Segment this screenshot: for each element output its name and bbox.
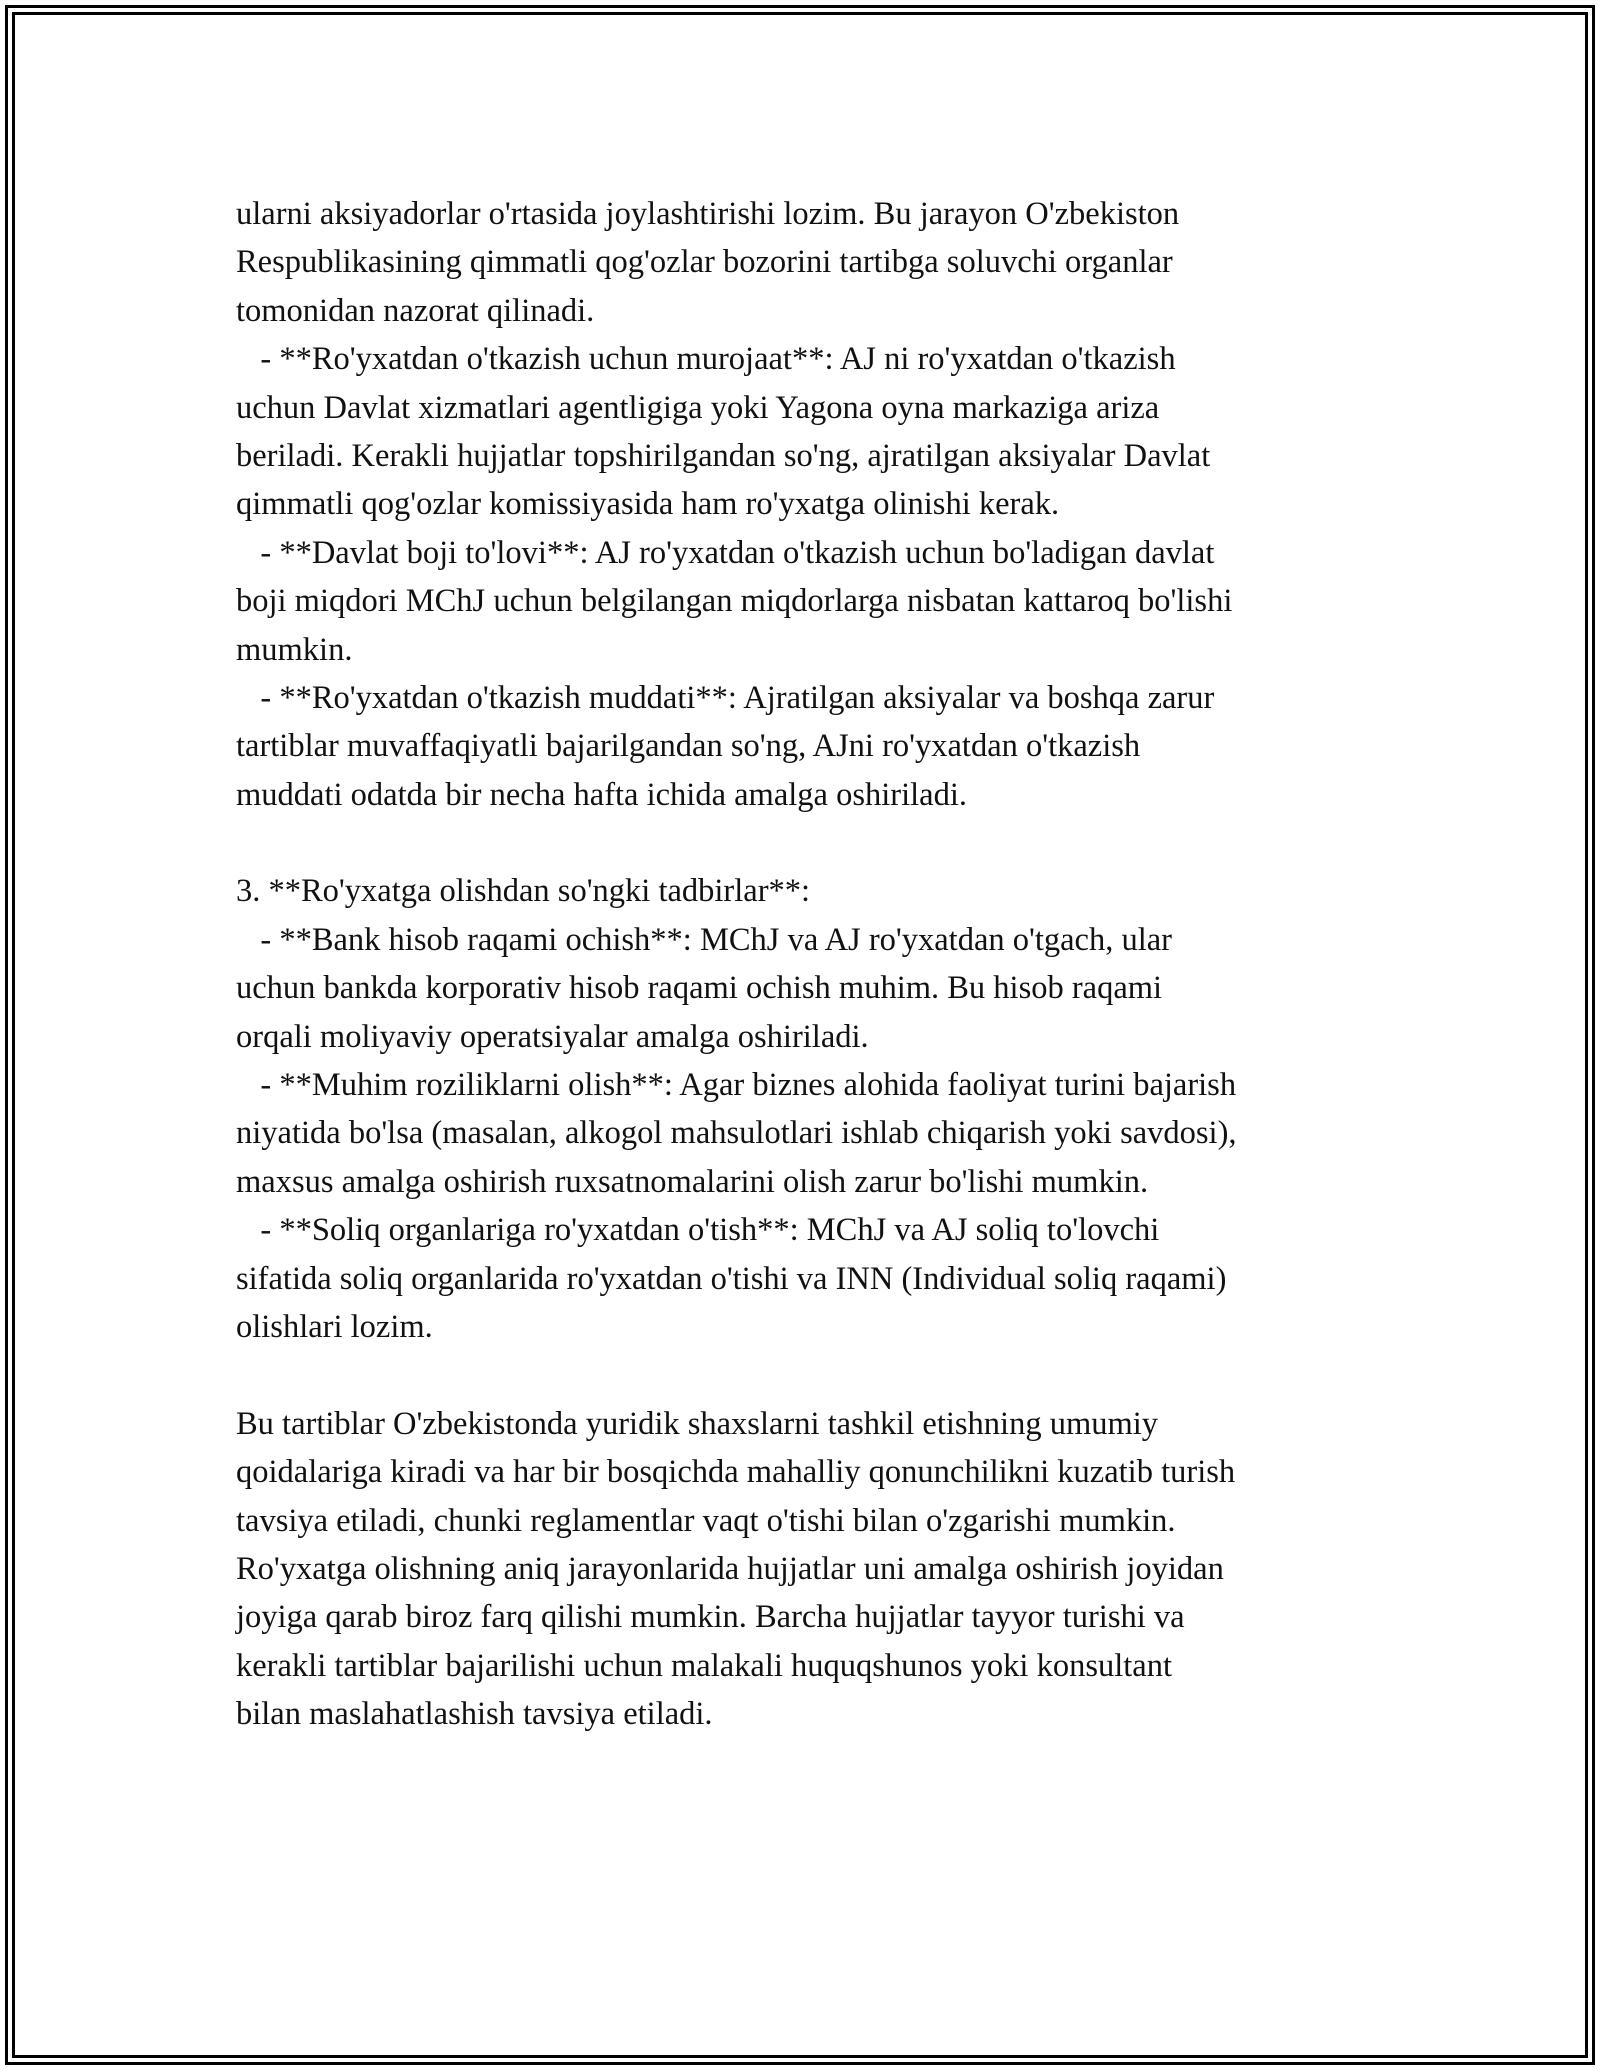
text-line: kerakli tartiblar bajarilishi uchun malakali huquqshunos yoki konsultant bbox=[236, 1647, 1172, 1684]
text-line: - **Davlat boji to'lovi**: AJ ro'yxatdan o'tkazish uchun bo'ladigan davlat bbox=[236, 534, 1215, 571]
text-line: - **Bank hisob raqami ochish**: MChJ va AJ ro'yxatdan o'tgach, ular bbox=[236, 921, 1173, 958]
text-line: tomonidan nazorat qilinadi. bbox=[236, 292, 595, 329]
blank-line bbox=[236, 1351, 1396, 1399]
text-line: 3. **Ro'yxatga olishdan so'ngki tadbirlar**: bbox=[236, 873, 811, 910]
text-line: olishlari lozim. bbox=[236, 1308, 433, 1345]
text-line: Bu tartiblar O'zbekistonda yuridik shaxslarni tashkil etishning umumiy bbox=[236, 1405, 1159, 1442]
text-line: qoidalariga kiradi va har bir bosqichda mahalliy qonunchilikni kuzatib turish bbox=[236, 1454, 1236, 1491]
text-line: uchun bankda korporativ hisob raqami ochish muhim. Bu hisob raqami bbox=[236, 970, 1163, 1007]
text-line: tartiblar muvaffaqiyatli bajarilgandan so'ng, AJni ro'yxatdan o'tkazish bbox=[236, 728, 1141, 765]
text-line: sifatida soliq organlarida ro'yxatdan o'tishi va INN (Individual soliq raqami) bbox=[236, 1260, 1227, 1297]
document-body bbox=[236, 190, 1396, 1739]
text-line: qimmatli qog'ozlar komissiyasida ham ro'yxatga olinishi kerak. bbox=[236, 486, 1060, 523]
text-line: - **Ro'yxatdan o'tkazish muddati**: Ajratilgan aksiyalar va boshqa zarur bbox=[236, 679, 1215, 716]
text-line: tavsiya etiladi, chunki reglamentlar vaqt o'tishi bilan o'zgarishi mumkin. bbox=[236, 1502, 1176, 1539]
blank-line bbox=[236, 819, 1396, 867]
text-line: - **Ro'yxatdan o'tkazish uchun murojaat**: AJ ni ro'yxatdan o'tkazish bbox=[236, 341, 1176, 378]
text-line: - **Muhim roziliklarni olish**: Agar biznes alohida faoliyat turini bajarish bbox=[236, 1067, 1237, 1104]
text-line: ularni aksiyadorlar o'rtasida joylashtirishi lozim. Bu jarayon O'zbekiston bbox=[236, 196, 1180, 232]
text-line: bilan maslahatlashish tavsiya etiladi. bbox=[236, 1696, 713, 1733]
text-line: orqali moliyaviy operatsiyalar amalga oshiriladi. bbox=[236, 1018, 869, 1055]
text-line: niyatida bo'lsa (masalan, alkogol mahsulotlari ishlab chiqarish yoki savdosi), bbox=[236, 1115, 1237, 1152]
text-line: uchun Davlat xizmatlari agentligiga yoki Yagona oyna markaziga ariza bbox=[236, 389, 1160, 426]
text-line: Respublikasining qimmatli qog'ozlar bozorini tartibga soluvchi organlar bbox=[236, 244, 1173, 281]
text-line: muddati odatda bir necha hafta ichida amalga oshiriladi. bbox=[236, 776, 967, 813]
text-line: joyiga qarab biroz farq qilishi mumkin. Barcha hujjatlar tayyor turishi va bbox=[236, 1599, 1185, 1636]
text-line: boji miqdori MChJ uchun belgilangan miqdorlarga nisbatan kattaroq bo'lishi bbox=[236, 583, 1233, 620]
text-line: Ro'yxatga olishning aniq jarayonlarida hujjatlar uni amalga oshirish joyidan bbox=[236, 1550, 1224, 1587]
text-line: mumkin. bbox=[236, 631, 353, 668]
text-line: maxsus amalga oshirish ruxsatnomalarini olish zarur bo'lishi mumkin. bbox=[236, 1163, 1149, 1200]
text-line: - **Soliq organlariga ro'yxatdan o'tish**: MChJ va AJ soliq to'lovchi bbox=[236, 1212, 1160, 1249]
text-line: beriladi. Kerakli hujjatlar topshirilgandan so'ng, ajratilgan aksiyalar Davlat bbox=[236, 437, 1211, 474]
